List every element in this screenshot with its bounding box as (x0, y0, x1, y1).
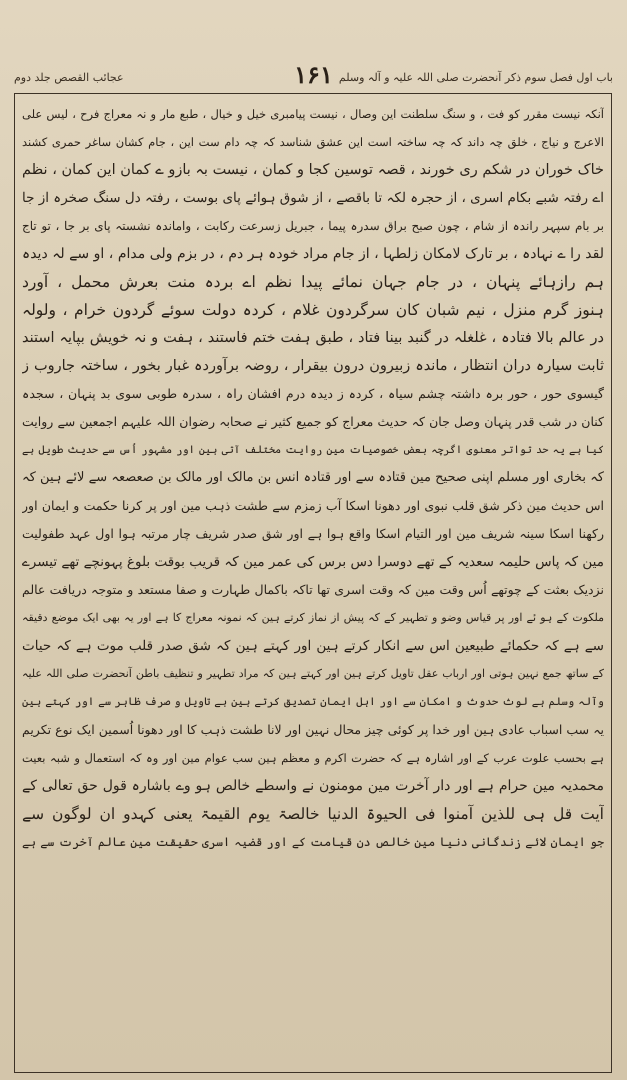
text-line: نزدیک بعثت کے چوتھے اُس وقت مین کہ وقت اسری تھا تاکہ باکمال طہارت و صفا مستعد و متوجہ دریافت عالم (22, 582, 604, 597)
text-line: اس حدیث مین ذکر شق قلب نبوی اور دھونا اسکا آب زمزم سے طشت ذہب مین اور پر کرنا حکمت و ایمان اور (22, 498, 604, 513)
text-line: کہ بخاری اور مسلم اپنی صحیح مین قتادہ سے اور قتادہ انس بن مالک اور مالک بن صعصعہ سے لائے ہین کہ (22, 470, 604, 485)
text-line: کے ساتھ جمع نہین ہوتی اور ارباب عقل تاویل کرتے ہین اور کہتے ہین کہ مراد تطہیر و تنظیف باطن آنحضرت صلی اللہ علیہ (22, 667, 604, 680)
text-line: ہم رازہائے پنہان ، در جام جہان نمائے پیدا نظم اے بردہ منت بعرش محمل ، آورد (22, 273, 604, 291)
text-line: آنکہ نیست مقرر کو فت ، و سنگ سلطنت این وصال ، نیست پیامبری خیل و خیال ، طبع مار و نہ معراج فرح ، لیس علی (22, 107, 604, 121)
text-line: لقد را ے نہادہ ، بر تارک لامکان زلطہا ، از جام مراد خودہ ہر دم ، در بزم ولی مدام ، او سے لہ دیدہ (22, 246, 604, 262)
text-line: کیا ہے یہ حد تواتر معنوی اگرچہ بعض خصوصیات مین روایت مختلف آتی ہین اور مشہور اُس سے حدیث طویل ہے (22, 444, 604, 456)
text-line: ملکوت کے ہو ئے اور پر قیاس وضو و تطہیر کے کہ پیش از نماز کرتے ہین کہ نمونہ معراج کا ہے اور یہ بھی ایک موضع دقیقہ (22, 611, 604, 624)
text-line: ہنوز گرم منزل ، نیم شبان کان سرگردون غلام ، کردہ دولت سوئے گردون خرام ، ولولہ (22, 301, 604, 319)
book-title: عجائب القصص جلد دوم (14, 70, 124, 84)
text-line: سے ہے کہ حکمائے طبیعین اس سے انکار کرتے ہین اور کہتے ہین کہ شق صدر قلب موت ہے کہ حیات (22, 638, 604, 654)
text-line: خاک خوران در شکم ری خورند ، قصہ توسین کجا و کمان ، نیست بہ بازو ے کمان این کمان ، نظم (22, 162, 604, 178)
text-line: در عالم بالا فتادہ ، غلغلہ در گنبد بینا فتاد ، طبق ہفت ختم فاستند ، ہفت و نہ خویش بپایہ استند (22, 330, 604, 346)
body-text (22, 100, 604, 1066)
text-line: بر بام سپہر راندہ از شام ، چون صبح براق سدرہ پیما ، جبریل زسرعت رکابت ، واماندہ نشستہ پای بر جا ، تو تاج (22, 219, 604, 233)
page-header (14, 62, 613, 92)
text-line: ثابت سیارہ دران انتظار ، ماندہ زبیرون درون بیقرار ، روضہ برآوردہ غبار بخور ، ساختہ جاروب ز (22, 358, 604, 374)
text-line: محمدیہ مین حرام ہے اور دار آخرت مین مومنون نے واسطے خالص ہو وے باشارہ قول حق تعالی کے (22, 778, 604, 794)
page-number: ۱۶۱ (294, 60, 333, 89)
text-line: الاعرج و نیاج ، خلق چہ داند کہ چہ ساختہ است این عشق شناسد کہ چہ دام ست این ، جام کشان ساغر حمری کشند (22, 135, 604, 149)
text-line: گیسوی حور ، حور برہ داشتہ چشم سیاہ ، کردہ ز دیدہ درم افشان راہ ، سدرہ طوبی سوی بد پنہان ، سجدہ (22, 386, 604, 401)
text-line: آیت قل ہی للذین آمنوا فی الحیوۃ الدنیا خالصۃ یوم القیمۃ یعنی کہدو ان لوگون سے (22, 805, 604, 823)
chapter-heading: باب اول فصل سوم ذکر آنحضرت صلی اللہ علیہ و آلہ وسلم (338, 70, 613, 84)
text-line: رکھنا اسکا سینہ شریف مین اور التیام اسکا واقع ہوا ہے اور شق صدر شریف چار مرتبہ ہوا اول عہد طفولیت (22, 526, 604, 541)
text-line: جو ایمان لائے زندگانی دنیا مین خالص دن قیامت کے اور قضیہ اسری حقیقت مین عالم آخرت سے ہے (22, 835, 604, 849)
text-line: کنان در شب قدر پنہان وصل جان کہ حدیث معراج کو جمیع کثیر نے صحابہ رضوان اللہ علیہم اجمعین سے روایت (22, 414, 604, 429)
text-line: یہ سب اسباب عادی ہین اور خدا پر کوئی چیز محال نہین اور لانا طشت ذہب کا اور دھونا اُسمین ایک نوع تکریم (22, 722, 604, 737)
text-line: ہے بحسب علوت عرب کے اور اشارہ ہے کہ حضرت اکرم و معظم ہین سب عوام مین اور وہ کہ استعمال و شبہ بعیت (22, 751, 604, 765)
text-line: وآلہ وسلم ہے لوث حدوث و امکان سے اور اہل ایمان تصدیق کرتے ہین بے تاویل و صرف ظاہر سے اور کہتے ہین (22, 695, 604, 708)
text-line: اے رفتہ شبے بکام اسری ، از حجرہ لکہ تا باقصے ، از شوق ہوائے پای بوست ، رفتہ دل سنگ صخرہ از جا (22, 190, 604, 206)
text-line: مین کہ پاس حلیمہ سعدیہ کے تھے دوسرا دس برس کی عمر مین کہ قریب بوقت بلوغ پہونچے تھے تیسرے (22, 554, 604, 570)
